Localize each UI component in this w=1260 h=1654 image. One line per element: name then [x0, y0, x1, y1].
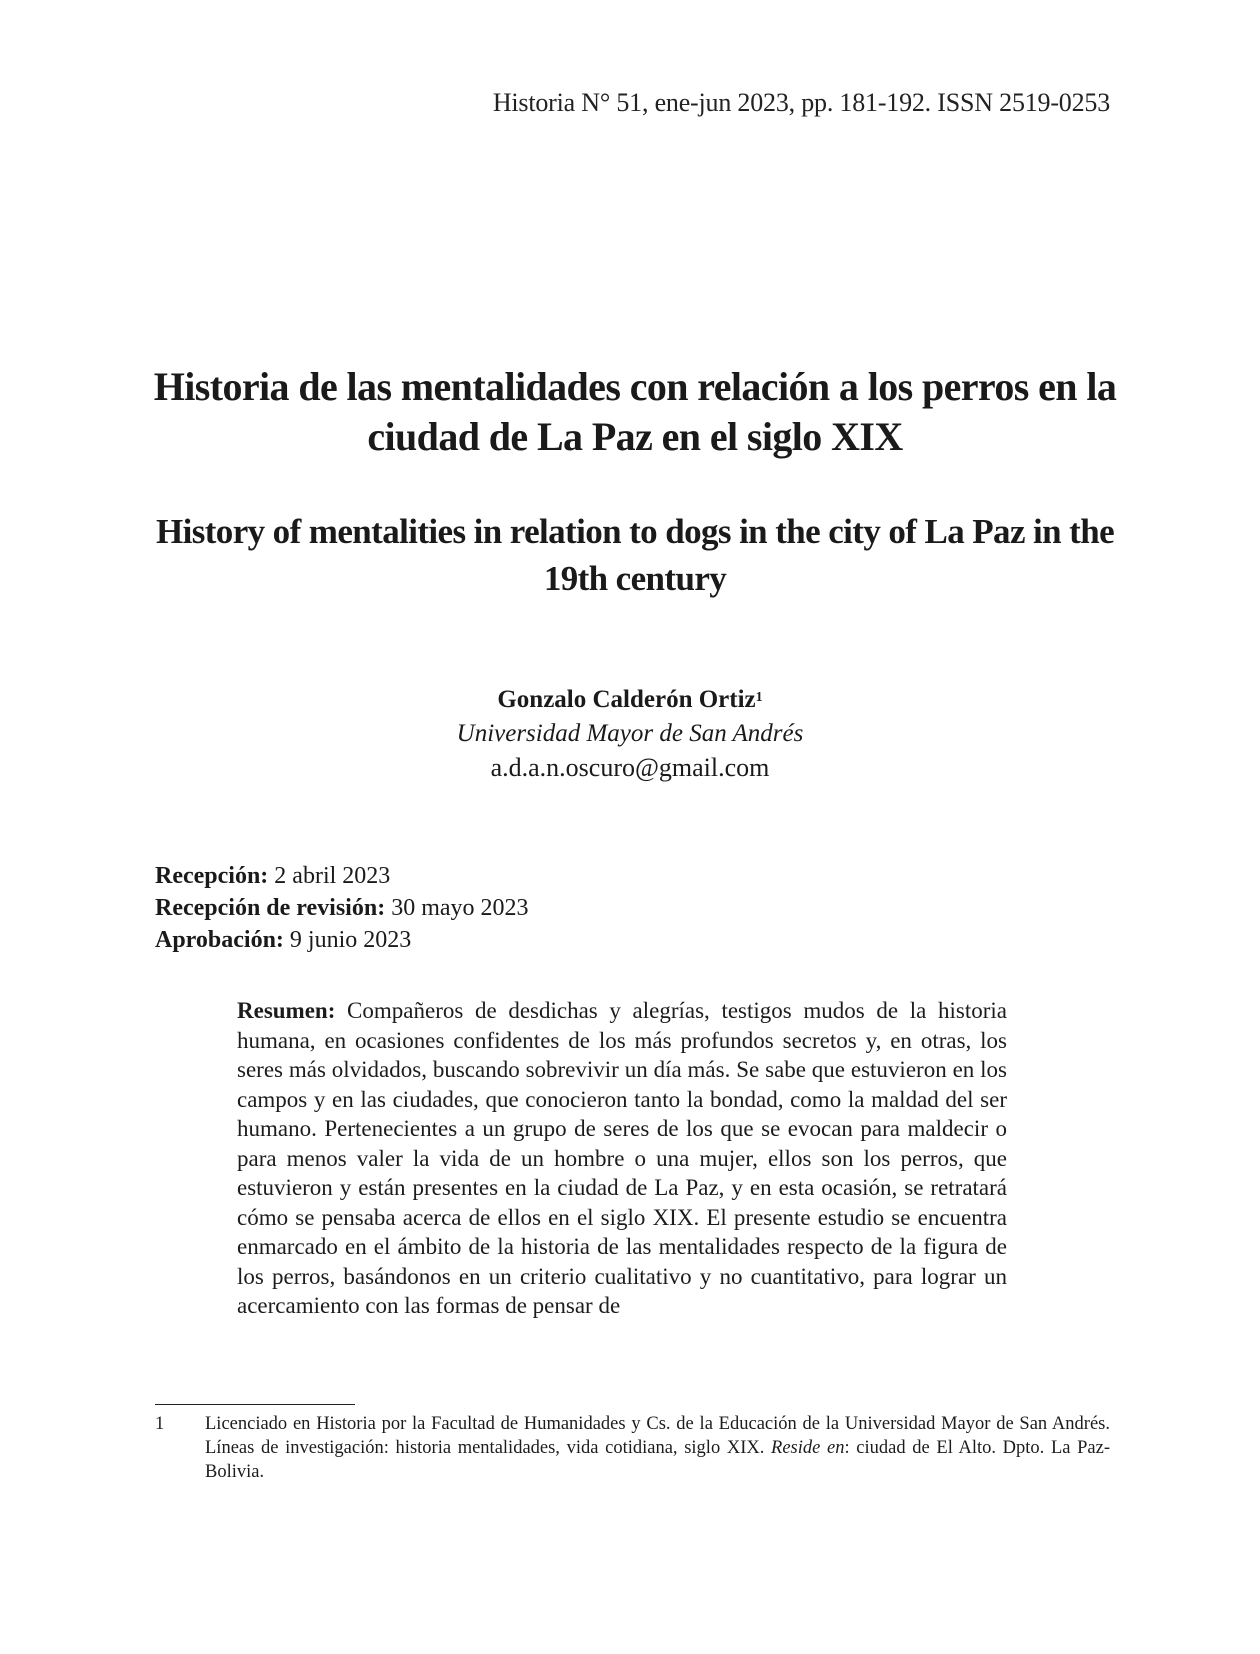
title-english: History of mentalities in relation to dogs in the city of La Paz in the 19th century [155, 512, 1115, 598]
date-label: Recepción de revisión: [155, 895, 386, 921]
date-value: 2 abril 2023 [268, 863, 391, 889]
date-value: 9 junio 2023 [283, 927, 412, 953]
abstract-label: Resumen: [237, 998, 336, 1023]
title-spanish: Historia de las mentalidades con relación a los perros en la ciudad de La Paz en el siglo XIX [153, 364, 1117, 459]
footnote-marker[interactable]: 1 [755, 690, 763, 705]
footnote-body: Licenciado en Historia por la Facultad de Humanidades y Cs. de la Educación de la Universidad Mayor de San Andrés. Líneas de investigación: historia mentalidades, vida cotidiana, siglo XIX. [205, 1414, 1110, 1458]
abstract [237, 996, 1007, 1321]
footnote-1 [155, 1412, 1110, 1484]
author-affiliation: Universidad Mayor de San Andrés [456, 720, 804, 747]
author-email[interactable]: a.d.a.n.oscuro@gmail.com [490, 753, 770, 782]
abstract-text: Compañeros de desdichas y alegrías, testigos mudos de la historia humana, en ocasiones confidentes de los más profundos secretos y, en otras, los seres más olvidados, buscando sobrevivir un día más. Se sabe que estuvieron en los campos y en las ciudades, que conocieron tanto la bondad, como la maldad del ser humano. Pertenecientes a un grupo de seres de los que se evocan para maldecir o para menos valer la vida de un hombre o una mujer, ellos son los perros, que estuvieron y están presentes en la ciudad de La Paz, y en esta ocasión, se retratará cómo se pensaba acerca de ellos en el siglo XIX. El presente estudio se encuentra enmarcado en el ámbito de la historia de las mentalidades respecto de la figura de los perros, basándonos en un criterio cualitativo y no cuantitativo, para lograr un acercamiento con las formas de pensar de [237, 998, 1007, 1318]
date-reception [155, 860, 529, 892]
submission-dates [155, 860, 529, 956]
date-value: 30 mayo 2023 [385, 895, 529, 921]
date-label: Aprobación: [155, 927, 284, 953]
footnote-divider [155, 1404, 355, 1405]
footnote-tail: : ciudad de El Alto. Dpto. La Paz-Bolivia. [205, 1438, 1110, 1482]
footnote-text [205, 1412, 1110, 1484]
author-name-line [140, 683, 1120, 717]
footnote-number: 1 [155, 1414, 165, 1434]
author-block [140, 683, 1120, 785]
date-approval [155, 924, 529, 956]
date-label: Recepción: [155, 863, 269, 889]
date-revision [155, 892, 529, 924]
author-name: Gonzalo Calderón Ortiz [497, 686, 756, 713]
footnote-italic-label: Reside en [771, 1438, 845, 1458]
running-header: Historia N° 51, ene-jun 2023, pp. 181-192. ISSN 2519-0253 [492, 88, 1110, 117]
